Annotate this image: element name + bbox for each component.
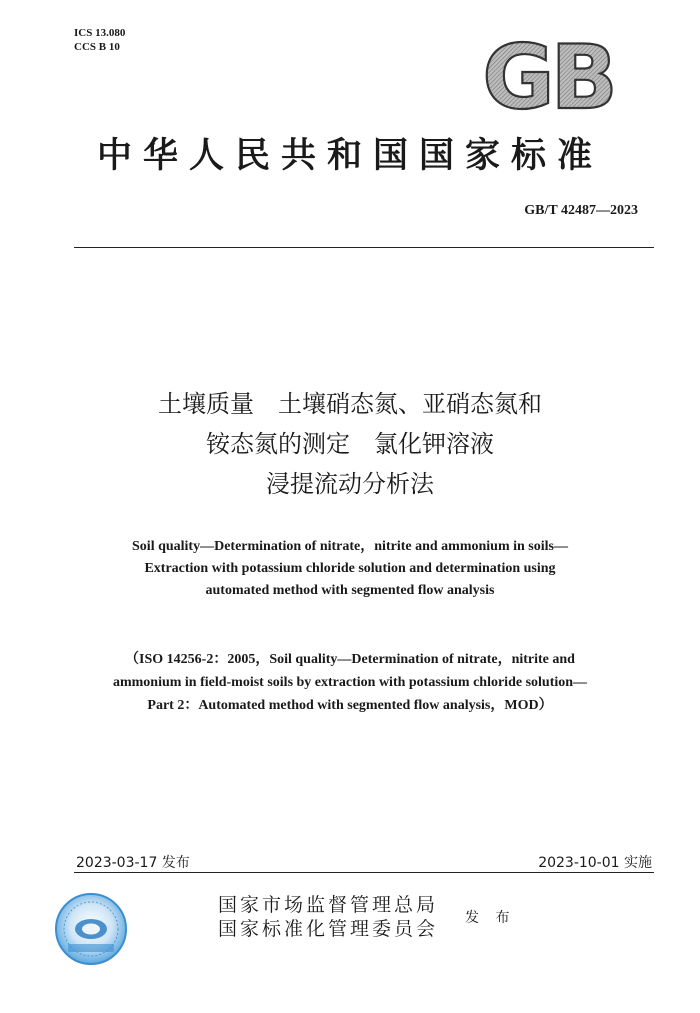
gb-logo-text: GB xyxy=(482,36,614,116)
chinese-title-line-2: 铵态氮的测定 氯化钾溶液 xyxy=(206,430,494,458)
english-title-line-3: automated method with segmented flow analysis xyxy=(205,583,495,598)
ccs-code: CCS B 10 xyxy=(74,41,120,53)
issue-label: 发 布 xyxy=(465,910,516,926)
english-title-line-1: Soil quality—Determination of nitrate，nitrite and ammonium in soils— xyxy=(132,539,568,554)
english-title-line-2: Extraction with potassium chloride solution and determination using xyxy=(144,561,556,576)
iso-reference-line-3: Part 2：Automated method with segmented flow analysis，MOD） xyxy=(147,698,553,713)
chinese-title-line-3: 浸提流动分析法 xyxy=(266,470,434,498)
standard-number: GB/T 42487—2023 xyxy=(524,203,638,218)
ics-code: ICS 13.080 xyxy=(74,27,126,39)
standard-category-title: 中华人民共和国国家标准 xyxy=(96,136,603,176)
iso-reference xyxy=(40,648,660,717)
gb-logo xyxy=(474,36,622,116)
iso-reference-line-2: ammonium in field-moist soils by extraction with potassium chloride solution— xyxy=(112,675,588,690)
iso-reference-line-1: （ISO 14256-2：2005，Soil quality—Determination of nitrate，nitrite and xyxy=(125,652,575,667)
issuer-samr: 国家市场监督管理总局 xyxy=(218,894,439,916)
bottom-divider xyxy=(74,872,654,873)
issuing-authorities xyxy=(218,893,438,941)
classification-codes xyxy=(74,26,125,54)
top-divider xyxy=(74,247,654,248)
issue-date: 2023-03-17 发布 xyxy=(76,855,190,871)
issuer-sac: 国家标准化管理委员会 xyxy=(218,918,439,940)
implementation-date: 2023-10-01 实施 xyxy=(538,855,652,871)
chinese-title-line-1: 土壤质量 土壤硝态氮、亚硝态氮和 xyxy=(158,390,542,418)
chinese-title xyxy=(0,384,700,504)
english-title xyxy=(40,536,660,602)
anti-counterfeit-seal-icon xyxy=(54,892,128,966)
